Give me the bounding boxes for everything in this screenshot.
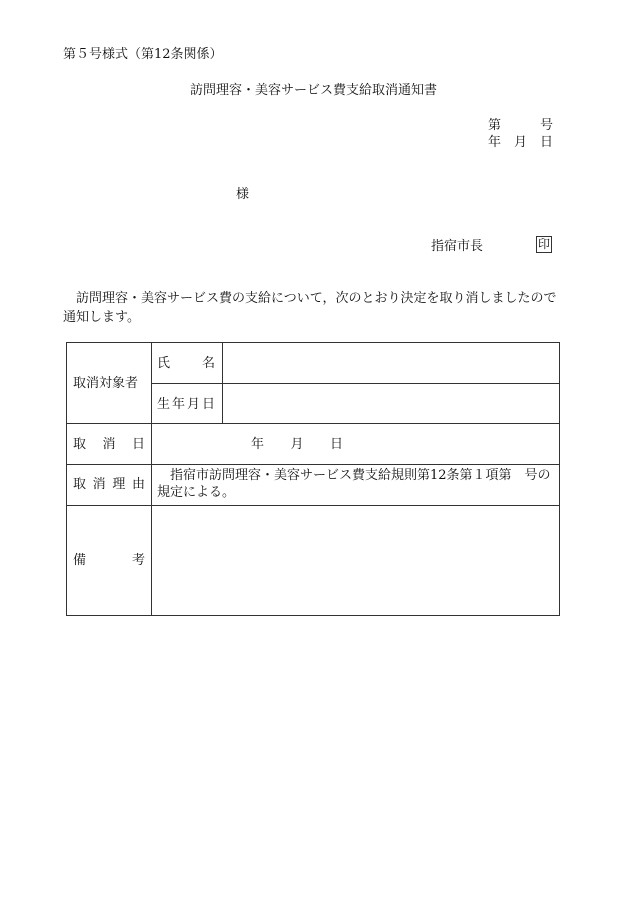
body-line-1: 訪問理容・美容サービス費の支給について，次のとおり決定を取り消しましたので <box>76 291 557 306</box>
reason-label-char: 理 <box>112 477 126 492</box>
reason-label-char: 取 <box>73 477 87 492</box>
issuer-name: 指宿市長 <box>431 239 484 254</box>
cancel-date-value-char: 月 <box>290 437 304 452</box>
target-header: 取消対象者 <box>73 376 139 391</box>
seal-mark: 印 <box>537 237 550 251</box>
row-divider-name <box>151 383 559 384</box>
birth-label-char: 生 <box>157 397 171 412</box>
reason-line-1: 指宿市訪問理容・美容サービス費支給規則第12条第１項第 号の <box>170 468 551 483</box>
issue-date-text: 年 月 日 <box>488 135 554 150</box>
remarks-label-char: 備 <box>73 553 87 568</box>
birth-label-char: 日 <box>201 397 215 412</box>
reason-label-char: 消 <box>92 477 106 492</box>
document-title: 訪問理容・美容サービス費支給取消通知書 <box>190 83 438 98</box>
body-line-2: 通知します。 <box>63 310 140 325</box>
row-divider-date <box>67 464 559 465</box>
notice-table <box>66 342 560 616</box>
remarks-label <box>73 554 145 567</box>
recipient-suffix: 様 <box>236 187 250 202</box>
cancel-date-value-char: 日 <box>329 437 343 452</box>
birth-label <box>157 398 215 411</box>
issue-date <box>488 136 554 149</box>
name-label-char: 氏 <box>157 356 171 371</box>
row-divider-target <box>67 423 559 424</box>
birth-label-char: 月 <box>186 397 200 412</box>
cancel-date-value-char: 年 <box>251 437 265 452</box>
name-label <box>157 357 215 370</box>
row-divider-reason <box>67 505 559 506</box>
remarks-label-char: 考 <box>131 553 145 568</box>
cancel-date-label-char: 日 <box>131 437 145 452</box>
cancel-date-value <box>251 438 343 451</box>
cancel-date-label <box>73 438 145 451</box>
reason-line-2: 規定による。 <box>157 485 236 500</box>
birth-label-char: 年 <box>171 397 185 412</box>
reason-label-char: 由 <box>131 477 145 492</box>
cancel-date-label-char: 取 <box>73 437 87 452</box>
document-number: 第 号 <box>488 118 554 133</box>
reason-label <box>73 478 145 491</box>
cancel-date-label-char: 消 <box>102 437 116 452</box>
form-number: 第５号様式（第12条関係） <box>63 47 223 62</box>
name-label-char: 名 <box>201 356 215 371</box>
